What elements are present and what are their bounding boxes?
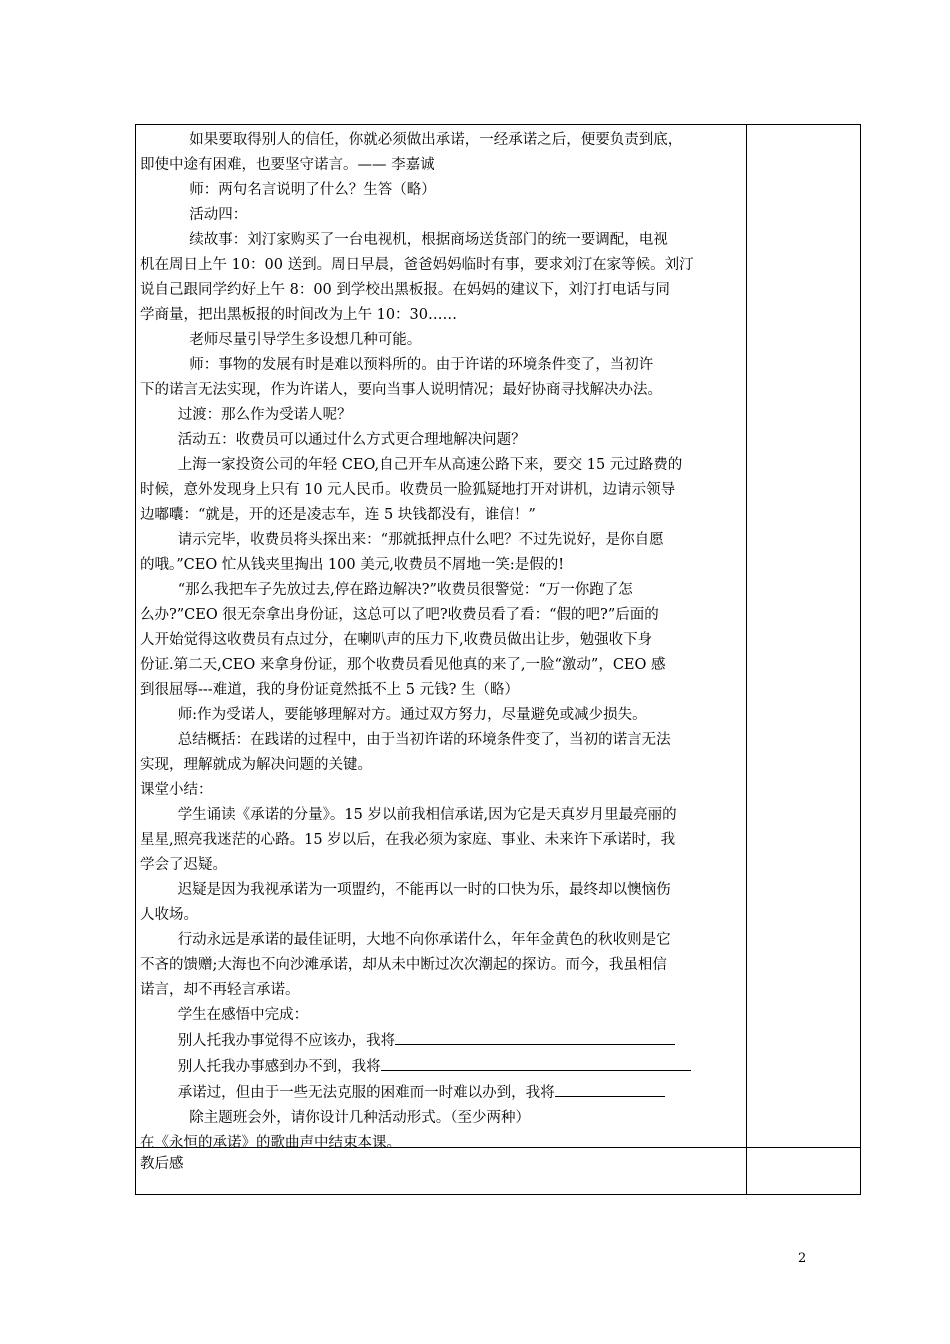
text-line: 上海一家投资公司的年轻 CEO,自己开车从高速公路下来，要交 15 元过路费的 <box>177 457 683 473</box>
text-line: 即使中途有困难，也要坚守诺言。—— 李嘉诚 <box>140 157 435 173</box>
text-line: 师：事物的发展有时是难以预料所的。由于许诺的环境条件变了，当初许 <box>189 357 654 373</box>
text-line: 下的诺言无法实现，作为许诺人，要向当事人说明情况；最好协商寻找解决办法。 <box>140 382 662 398</box>
text-line: 星星,照亮我迷茫的心路。15 岁以后，在我必须为家庭、事业、未来许下承诺时，我 <box>140 832 676 848</box>
text-line: 时候，意外发现身上只有 10 元人民币。收费员一脸狐疑地打开对讲机，边请示领导 <box>140 482 676 498</box>
text-line: 学商量，把出黑板报的时间改为上午 10：30…… <box>140 307 458 323</box>
answer-blank[interactable] <box>381 1054 691 1071</box>
section-heading: 课堂小结： <box>140 782 213 798</box>
fill-line: 别人托我办事感到办不到，我将 <box>140 1054 740 1080</box>
text-line: 说自己跟同学约好上午 8：00 到学校出黑板报。在妈妈的建议下，刘汀打电话与同 <box>140 282 670 298</box>
text-line: 实现，理解就成为解决问题的关键。 <box>140 757 372 773</box>
text-line: 的哦。”CEO 忙从钱夹里掏出 100 美元,收费员不屑地一笑:是假的! <box>140 557 565 573</box>
text-line: 师：两句名言说明了什么？生答（略） <box>189 182 436 198</box>
answer-blank[interactable] <box>395 1028 675 1045</box>
fill-line: 别人托我办事觉得不应该办，我将 <box>140 1028 740 1054</box>
page-number: 2 <box>798 1251 807 1266</box>
text-line: 如果要取得别人的信任，你就必须做出承诺，一经承诺之后，便要负责到底， <box>189 132 683 148</box>
text-line: 边嘟囔：“就是，开的还是凌志车，连 5 块钱都没有，谁信！” <box>140 507 536 523</box>
answer-blank[interactable] <box>555 1080 665 1097</box>
column-divider <box>746 124 747 1195</box>
text-line: 总结概括：在践诺的过程中，由于当初许诺的环境条件变了，当初的诺言无法 <box>177 732 671 748</box>
lesson-content <box>140 128 740 1156</box>
text-line: 迟疑是因为我视承诺为一项盟约，不能再以一时的口快为乐，最终却以懊恼伤 <box>177 882 671 898</box>
text-line: 请示完毕，收费员将头探出来：“那就抵押点什么吧？不过先说好，是你自愿 <box>177 532 664 548</box>
text-line: 诺言，却不再轻言承诺。 <box>140 982 300 998</box>
text-line: 人收场。 <box>140 907 198 923</box>
text-line: 活动五：收费员可以通过什么方式更合理地解决问题？ <box>177 432 526 448</box>
text-line: 在《永恒的承诺》的歌曲声中结束本课。 <box>140 1135 401 1151</box>
text-line: 过渡：那么作为受诺人呢？ <box>177 407 352 423</box>
text-line: 份证.第二天,CEO 来拿身份证，那个收费员看见他真的来了,一脸“激动”，CEO 感 <box>140 657 666 673</box>
text-line: 续故事：刘汀家购买了一台电视机，根据商场送货部门的统一要调配，电视 <box>189 232 668 248</box>
text-line: 学生诵读《承诺的分量》。15 岁以前我相信承诺,因为它是天真岁月里最亮丽的 <box>177 807 677 823</box>
text-line: 活动四： <box>189 207 248 223</box>
after-class-reflection-label: 教后感 <box>140 1156 184 1172</box>
text-line: 学生在感悟中完成： <box>177 1007 309 1023</box>
text-line: “那么我把车子先放过去,停在路边解决?”收费员很警觉：“万一你跑了怎 <box>177 582 633 598</box>
text-line: 师:作为受诺人，要能够理解对方。通过双方努力，尽量避免或减少损失。 <box>177 707 647 723</box>
text-line: 学会了迟疑。 <box>140 857 227 873</box>
text-line: 机在周日上午 10：00 送到。周日早晨，爸爸妈妈临时有事，要求刘汀在家等候。刘汀 <box>140 257 694 273</box>
fill-line: 承诺过，但由于一些无法克服的困难而一时难以办到，我将 <box>140 1080 740 1106</box>
text-line: 行动永远是承诺的最佳证明，大地不向你承诺什么，年年金黄色的秋收则是它 <box>177 932 671 948</box>
text-line: 不吝的馈赠;大海也不向沙滩承诺，却从未中断过次次潮起的探访。而今，我虽相信 <box>140 957 667 973</box>
text-line: 么办?”CEO 很无奈拿出身份证，这总可以了吧?收费员看了看：“假的吧?”后面的 <box>140 607 659 623</box>
text-line: 人开始觉得这收费员有点过分，在喇叭声的压力下,收费员做出让步，勉强收下身 <box>140 632 653 648</box>
text-line: 到很屈辱---难道，我的身份证竟然抵不上 5 元钱? 生（略） <box>140 682 520 698</box>
text-line: 除主题班会外，请你设计几种活动形式。（至少两种） <box>189 1110 531 1126</box>
text-line: 老师尽量引导学生多设想几种可能。 <box>189 332 422 348</box>
